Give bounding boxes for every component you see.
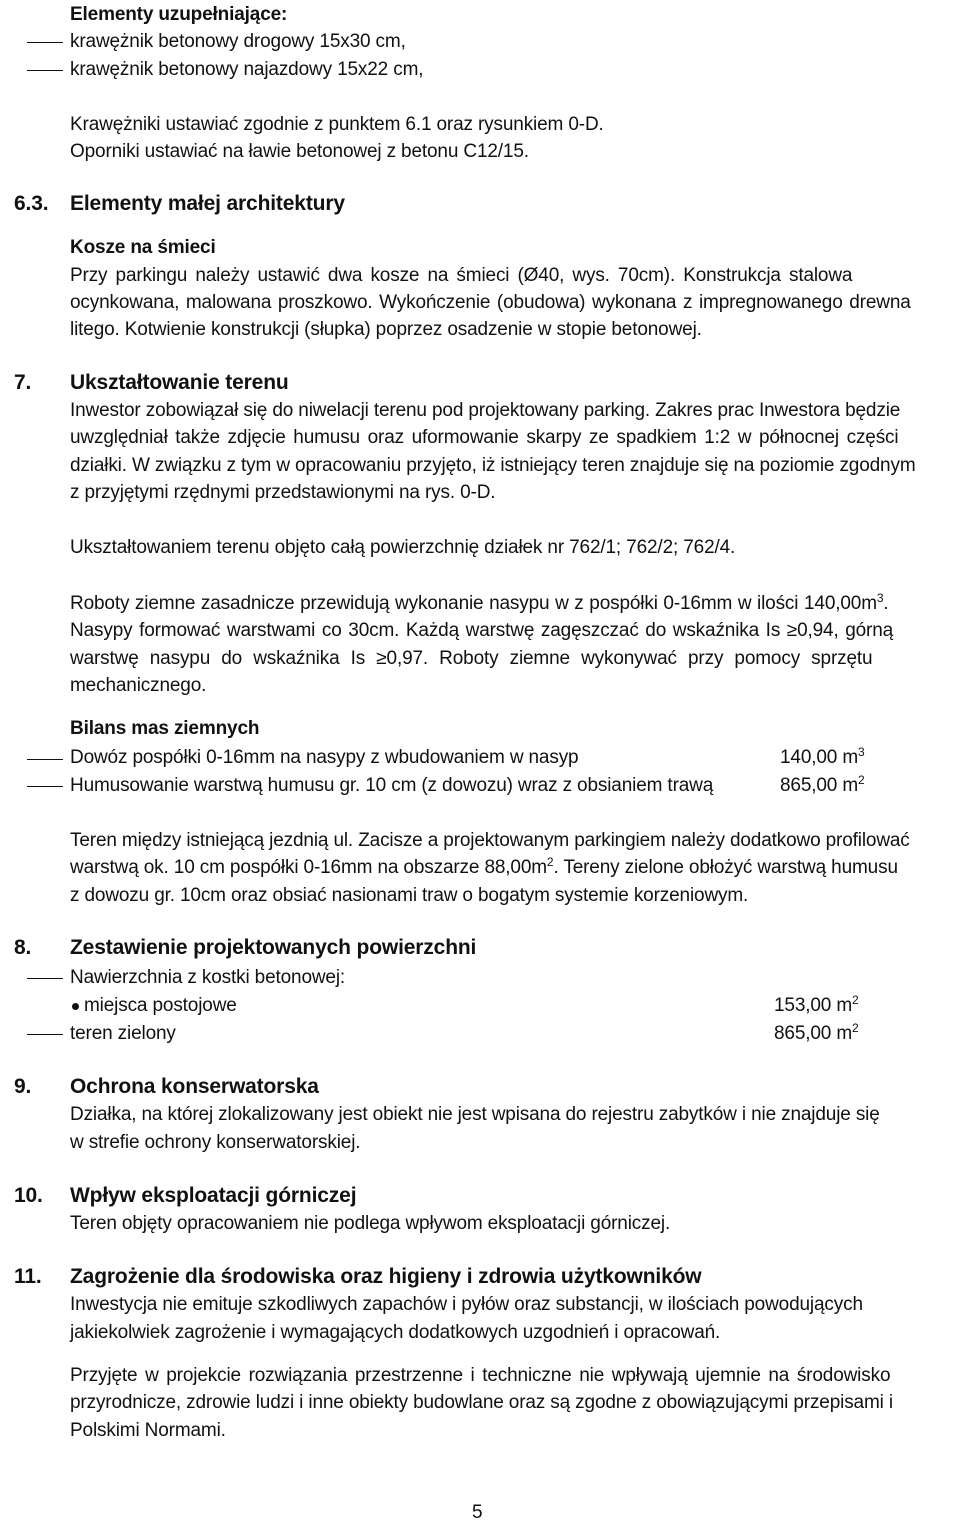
paragraph-line: Działka, na której zlokalizowany jest obiekt nie jest wpisana do rejestru zabytków i nie znajduje się	[70, 1104, 880, 1125]
list-item: krawężnik betonowy drogowy 15x30 cm,	[70, 31, 406, 52]
list-item: Nawierzchnia z kostki betonowej:	[70, 967, 346, 988]
paragraph-line: Teren między istniejącą jezdnią ul. Zacisze a projektowanym parkingiem należy dodatkowo profilować	[70, 830, 910, 851]
paragraph-line: jakiekolwiek zagrożenie i wymagających dodatkowych uzgodnień i opracowań.	[70, 1322, 721, 1343]
value-text: 865,00 m	[780, 775, 859, 796]
dash-marker	[27, 759, 63, 760]
value-text: 153,00 m	[774, 995, 853, 1016]
bilans-value	[780, 747, 865, 769]
bilans-label: Humusowanie warstwą humusu gr. 10 cm (z dowozu) wraz z obsianiem trawą	[70, 775, 714, 796]
paragraph-line: Przyjęte w projekcie rozwiązania przestrzenne i techniczne nie wpływają ujemnie na środowisko	[70, 1365, 891, 1386]
paragraph-line: Inwestycja nie emituje szkodliwych zapachów i pyłów oraz substancji, w ilościach powodujących	[70, 1294, 863, 1315]
section-title: Elementy małej architektury	[70, 192, 345, 215]
paragraph-line: ocynkowana, malowana proszkowo. Wykończenie (obudowa) wykonana z impregnowanego drewna	[70, 292, 911, 313]
dash-marker	[27, 70, 63, 71]
section-title: Ochrona konserwatorska	[70, 1075, 319, 1098]
paragraph-line: litego. Kotwienie konstrukcji (słupka) poprzez osadzenie w stopie betonowej.	[70, 319, 702, 340]
paragraph-line: Krawężniki ustawiać zgodnie z punktem 6.1 oraz rysunkiem 0-D.	[70, 114, 604, 135]
paragraph-line: Przy parkingu należy ustawić dwa kosze na śmieci (Ø40, wys. 70cm). Konstrukcja stalowa	[70, 265, 853, 286]
paragraph-line	[70, 593, 889, 615]
paragraph-line: z dowozu gr. 10cm oraz obsiać nasionami traw o bogatym systemie korzeniowym.	[70, 885, 749, 906]
superscript: 2	[546, 855, 554, 869]
paragraph-line: mechanicznego.	[70, 675, 207, 696]
dash-marker	[27, 786, 63, 787]
paragraph-text: warstwą ok. 10 cm pospółki 0-16mm na obszarze 88,00m	[70, 857, 547, 878]
paragraph-line: działki. W związku z tym w opracowaniu przyjęto, iż istniejący teren znajduje się na poziomie zgodnym	[70, 455, 916, 476]
dash-marker	[27, 978, 63, 979]
superscript: 2	[852, 993, 859, 1007]
paragraph-line: z przyjętymi rzędnymi przedstawionymi na rys. 0-D.	[70, 482, 496, 503]
list-item: teren zielony	[70, 1023, 176, 1044]
list-item: miejsca postojowe	[84, 995, 237, 1016]
paragraph-line: w strefie ochrony konserwatorskiej.	[70, 1132, 361, 1153]
section-title: Zagrożenie dla środowiska oraz higieny i zdrowia użytkowników	[70, 1265, 702, 1288]
value-text: 140,00 m	[780, 747, 859, 768]
accessories-heading: Elementy uzupełniające:	[70, 4, 288, 25]
superscript: 3	[876, 591, 884, 605]
area-value	[774, 1023, 859, 1045]
dash-marker	[27, 42, 63, 43]
paragraph-text: . Tereny zielone obłożyć warstwą humusu	[553, 857, 898, 878]
bilans-title: Bilans mas ziemnych	[70, 718, 260, 739]
superscript: 3	[858, 745, 865, 759]
paragraph-line	[70, 857, 898, 879]
paragraph-line: Oporniki ustawiać na ławie betonowej z betonu C12/15.	[70, 141, 529, 162]
paragraph-line: Polskimi Normami.	[70, 1420, 226, 1441]
superscript: 2	[858, 773, 865, 787]
section-number: 7.	[14, 371, 32, 394]
paragraph-line: Inwestor zobowiązał się do niwelacji terenu pod projektowany parking. Zakres prac Inwestora będzie	[70, 400, 901, 421]
section-number: 9.	[14, 1075, 32, 1098]
paragraph-text: .	[883, 593, 889, 614]
paragraph-line: warstwę nasypu do wskaźnika Is ≥0,97. Roboty ziemne wykonywać przy pomocy sprzętu	[70, 648, 873, 669]
dash-marker	[27, 1034, 63, 1035]
section-number: 10.	[14, 1184, 43, 1207]
paragraph-line: Teren objęty opracowaniem nie podlega wpływom eksploatacji górniczej.	[70, 1213, 671, 1234]
subsection-title: Kosze na śmieci	[70, 237, 216, 258]
list-item: krawężnik betonowy najazdowy 15x22 cm,	[70, 59, 424, 80]
paragraph-line: Nasypy formować warstwami co 30cm. Każdą warstwę zagęszczać do wskaźnika Is ≥0,94, górną	[70, 620, 894, 641]
page-number: 5	[472, 1502, 483, 1523]
section-title: Ukształtowanie terenu	[70, 371, 289, 394]
section-number: 8.	[14, 936, 32, 959]
paragraph-line: uwzględniał także zdjęcie humusu oraz uformowanie skarpy ze spadkiem 1:2 w północnej części	[70, 427, 899, 448]
section-title: Zestawienie projektowanych powierzchni	[70, 936, 477, 959]
bilans-value	[780, 775, 865, 797]
section-title: Wpływ eksploatacji górniczej	[70, 1184, 357, 1207]
value-text: 865,00 m	[774, 1023, 853, 1044]
section-number: 6.3.	[14, 192, 49, 215]
paragraph-line: Ukształtowaniem terenu objęto całą powierzchnię działek nr 762/1; 762/2; 762/4.	[70, 537, 736, 558]
paragraph-text: Roboty ziemne zasadnicze przewidują wykonanie nasypu w z pospółki 0-16mm w ilości 140,00m	[70, 593, 877, 614]
bilans-label: Dowóz pospółki 0-16mm na nasypy z wbudowaniem w nasyp	[70, 747, 579, 768]
superscript: 2	[852, 1021, 859, 1035]
paragraph-line: przyrodnicze, zdrowie ludzi i inne obiekty budowlane oraz są zgodne z obowiązującymi przepisami i	[70, 1392, 893, 1413]
bullet-marker	[72, 1003, 79, 1010]
area-value	[774, 995, 859, 1017]
section-number: 11.	[14, 1265, 42, 1288]
